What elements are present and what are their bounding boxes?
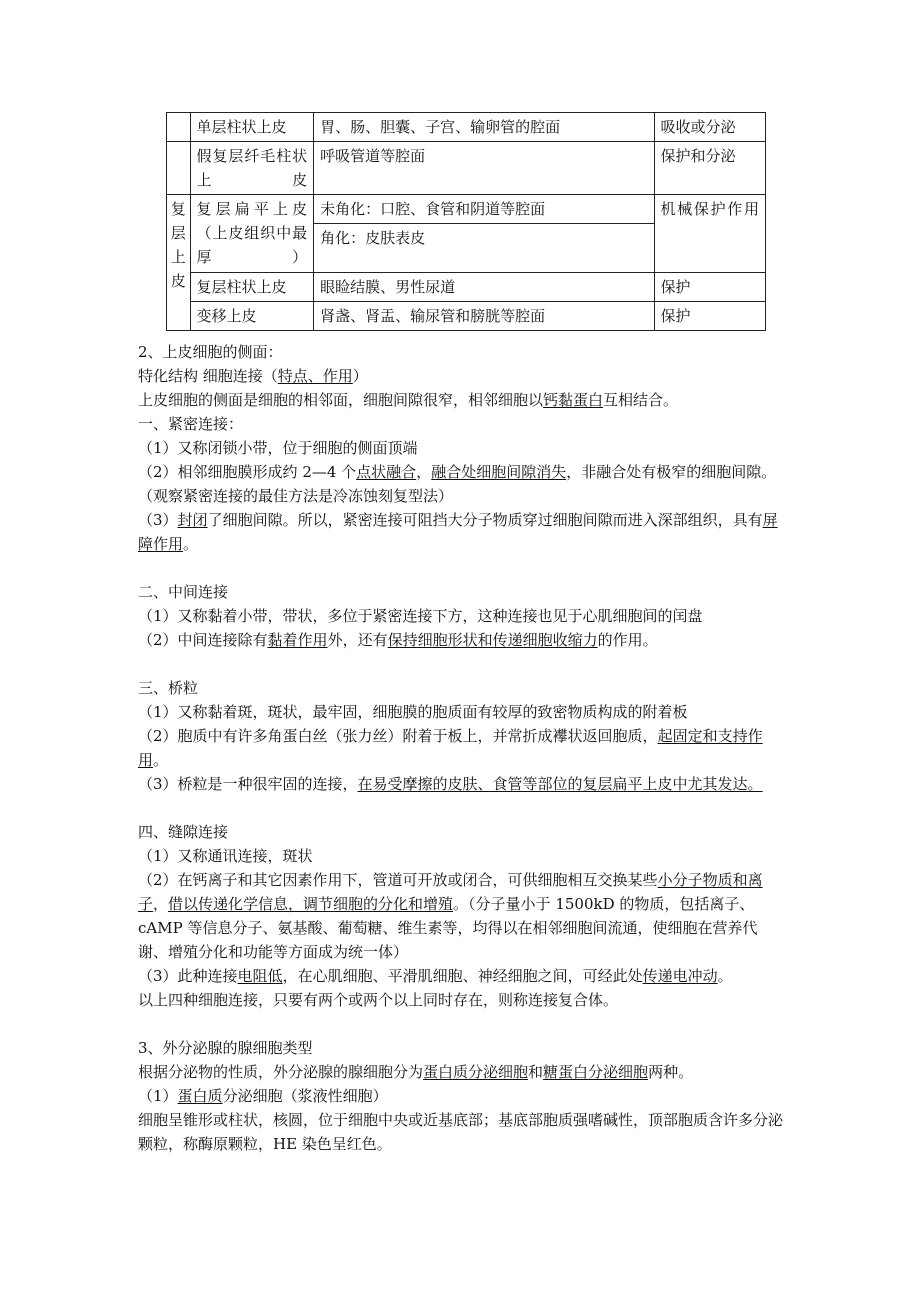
table-row xyxy=(167,302,766,331)
paragraph xyxy=(138,388,783,412)
paragraph xyxy=(138,724,783,772)
underlined-text: 钙黏蛋白 xyxy=(543,391,604,409)
underlined-text: 小分子物质和离子 xyxy=(138,871,763,913)
underlined-text: 黏着作用 xyxy=(267,631,328,649)
text: 了细胞间隙。所以，紧密连接可阻挡大分子物质穿过细胞间隙而进入深部组织，具有 xyxy=(207,511,763,529)
text: ） xyxy=(352,367,368,385)
text: 外，还有 xyxy=(327,631,388,649)
paragraph: （1）又称黏着斑，斑状，最牢固，细胞膜的胞质面有较厚的致密物质构成的附着板 xyxy=(138,703,688,721)
text: （1） xyxy=(138,1087,178,1105)
underlined-text: 糖蛋白分泌细胞 xyxy=(543,1063,649,1081)
text: 分泌细胞（浆液性细胞） xyxy=(222,1087,388,1105)
table-row xyxy=(167,273,766,302)
paragraph: （1）又称通讯连接，斑状 xyxy=(138,847,313,865)
table-cell: 眼睑结膜、男性尿道 xyxy=(314,273,654,302)
table-cell: 复层扁平上皮（上皮组织中最厚） xyxy=(190,195,314,273)
section-heading: 2、上皮细胞的侧面： xyxy=(138,343,283,361)
text: （2）中间连接除有 xyxy=(138,631,268,649)
text: （2）胞质中有许多角蛋白丝（张力丝）附着于板上，并常折成襻状返回胞质， xyxy=(138,727,658,745)
subsection-title: 一、紧密连接： xyxy=(138,415,244,433)
text: 的作用。 xyxy=(597,631,658,649)
underlined-text: 传递电冲动 xyxy=(642,967,718,985)
table-cell xyxy=(167,113,191,142)
text: （2）相邻细胞膜形成约 2—4 个 xyxy=(138,463,357,481)
paragraph: （1）又称黏着小带，带状，多位于紧密连接下方，这种连接也见于心肌细胞间的闰盘 xyxy=(138,607,703,625)
text: 。（分子量小于 1500kD 的物质，包括离子、cAMP 等信息分子、氨基酸、葡萄糖、维生素等，均得以在相邻细胞间流通，使细胞在营养代谢、增殖分化和功能等方面成为统一体） xyxy=(138,895,758,961)
table-cell: 复层柱状上皮 xyxy=(190,273,314,302)
paragraph xyxy=(138,964,783,988)
table-cell xyxy=(167,142,191,195)
underlined-text: 保持细胞形状和传递细胞收缩力 xyxy=(387,631,598,649)
table-cell: 未角化：口腔、食管和阴道等腔面 xyxy=(314,195,654,224)
table-cell: 单层柱状上皮 xyxy=(190,113,314,142)
text: （2）在钙离子和其它因素作用下，管道可开放或闭合，可供细胞相互交换某些 xyxy=(138,871,658,889)
group-label: 复层上皮 xyxy=(170,200,186,290)
document-body xyxy=(138,340,783,1156)
text: 根据分泌物的性质，外分泌腺的腺细胞分为 xyxy=(138,1063,424,1081)
table-cell: 吸收或分泌 xyxy=(654,113,765,142)
text: （3）桥粒是一种很牢固的连接， xyxy=(138,775,358,793)
subsection-title: 三、桥粒 xyxy=(138,679,199,697)
text: （3）此种连接 xyxy=(138,967,238,985)
underlined-text: 电阻低 xyxy=(237,967,283,985)
table-cell: 保护 xyxy=(654,273,765,302)
paragraph xyxy=(138,868,783,964)
subsection-title: 四、缝隙连接 xyxy=(138,823,229,841)
paragraph xyxy=(138,508,783,556)
paragraph xyxy=(138,364,783,388)
text: 。 xyxy=(153,751,169,769)
table-cell: 机械保护作用 xyxy=(654,195,765,273)
table-row xyxy=(167,142,766,195)
paragraph xyxy=(138,460,783,508)
text: 特化结构 细胞连接（ xyxy=(138,367,278,385)
underlined-text: 蛋白质分泌细胞 xyxy=(423,1063,529,1081)
underlined-text: 蛋白质 xyxy=(177,1087,223,1105)
text: （3） xyxy=(138,511,178,529)
table-cell: 保护 xyxy=(654,302,765,331)
paragraph: 细胞呈锥形或柱状，核圆，位于细胞中央或近基底部；基底部胞质强嗜碱性，顶部胞质含许多分泌颗粒，称酶原颗粒，HE 染色呈红色。 xyxy=(138,1111,784,1153)
text: ，在心肌细胞、平滑肌细胞、神经细胞之间，可经此处 xyxy=(282,967,643,985)
underlined-text: 封闭 xyxy=(177,511,208,529)
underlined-text: 在易受摩擦的皮肤、食管等部位的复层扁平上皮中尤其发达。 xyxy=(357,775,763,793)
paragraph xyxy=(138,628,783,652)
table-row xyxy=(167,113,766,142)
text: ， xyxy=(153,895,169,913)
table-cell: 角化：皮肤表皮 xyxy=(314,224,654,273)
table-cell: 保护和分泌 xyxy=(654,142,765,195)
underlined-text: 特点、作用 xyxy=(277,367,353,385)
text: 上皮细胞的侧面是细胞的相邻面，细胞间隙很窄，相邻细胞以 xyxy=(138,391,544,409)
subsection-title: 二、中间连接 xyxy=(138,583,229,601)
paragraph xyxy=(138,1060,783,1084)
text: ， xyxy=(416,463,432,481)
underlined-text: 起固定和支持作用 xyxy=(138,727,763,769)
table-cell: 假复层纤毛柱状上皮 xyxy=(190,142,314,195)
section-heading: 3、外分泌腺的腺细胞类型 xyxy=(138,1039,313,1057)
table-cell: 变移上皮 xyxy=(190,302,314,331)
paragraph xyxy=(138,772,783,796)
table-cell: 呼吸管道等腔面 xyxy=(314,142,654,195)
table-cell: 肾盏、肾盂、输尿管和膀胱等腔面 xyxy=(314,302,654,331)
text: 两种。 xyxy=(648,1063,694,1081)
underlined-text: 屏障作用 xyxy=(138,511,778,553)
paragraph: 以上四种细胞连接，只要有两个或两个以上同时存在，则称连接复合体。 xyxy=(138,991,619,1009)
table-row xyxy=(167,195,766,224)
underlined-text: 借以传递化学信息，调节细胞的分化和增殖 xyxy=(168,895,454,913)
group-label-cell xyxy=(167,195,191,331)
text: 。 xyxy=(717,967,733,985)
text: 和 xyxy=(528,1063,544,1081)
paragraph xyxy=(138,1084,783,1108)
table-cell: 胃、肠、胆囊、子宫、输卵管的腔面 xyxy=(314,113,654,142)
paragraph: （1）又称闭锁小带，位于细胞的侧面顶端 xyxy=(138,439,418,457)
text: 互相结合。 xyxy=(603,391,679,409)
text: 。 xyxy=(183,535,199,553)
underlined-text: 融合处细胞间隙消失 xyxy=(431,463,567,481)
epithelium-table xyxy=(166,112,766,331)
text: ，非融合处有极窄的细胞间隙。（观察紧密连接的最佳方法是冷冻蚀刻复型法） xyxy=(138,463,777,505)
underlined-text: 点状融合 xyxy=(356,463,417,481)
